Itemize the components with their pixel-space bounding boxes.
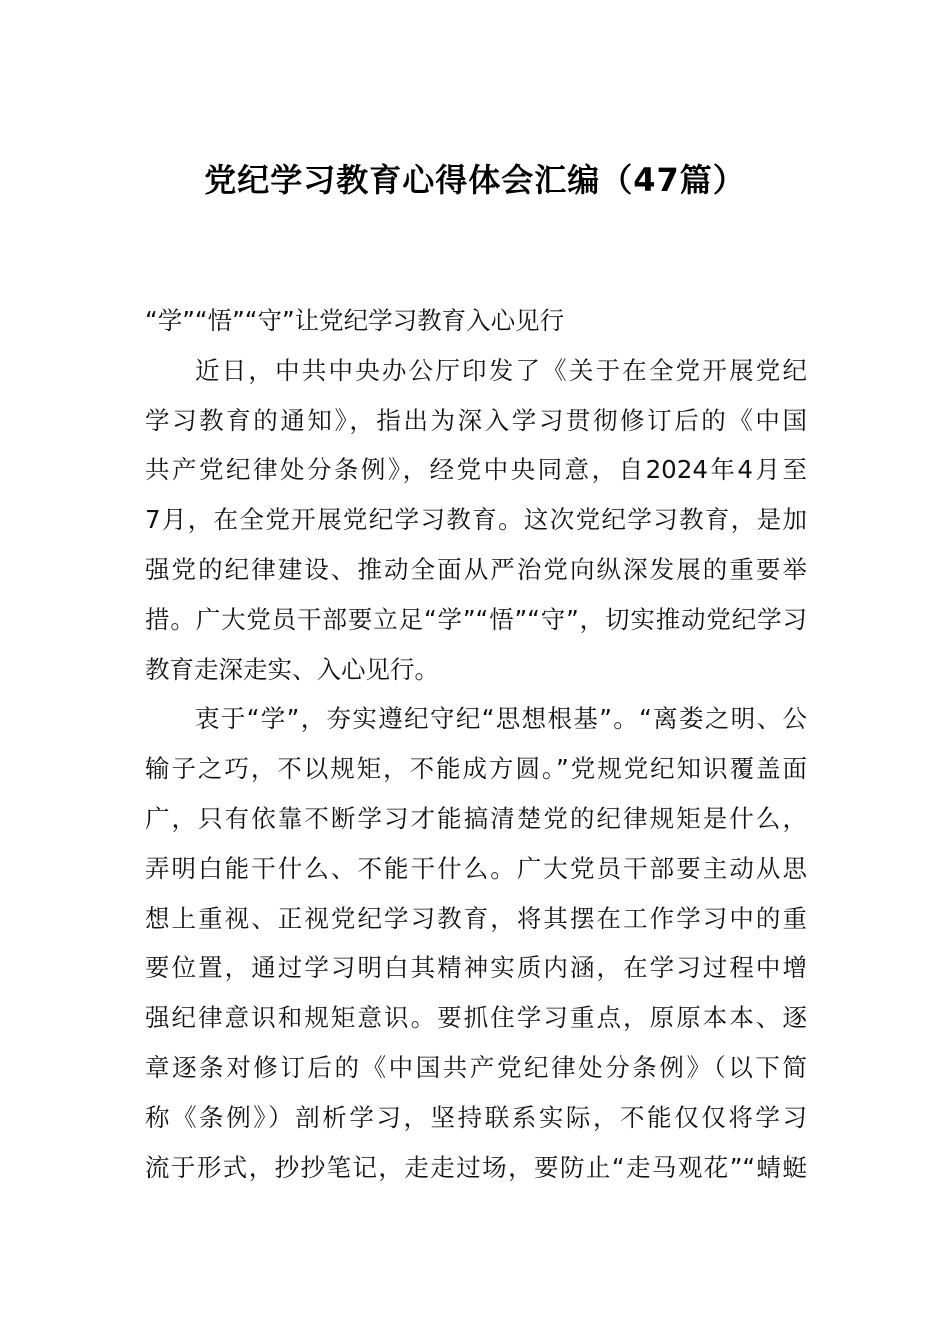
paragraph-line: 衷于“学”，夯实遵纪守纪“思想根基”。“离娄之明、公: [195, 704, 807, 734]
paragraph-line: 7月，在全党开展党纪学习教育。这次党纪学习教育，是加: [145, 505, 807, 535]
paragraph-line: 章逐条对修订后的《中国共产党纪律处分条例》（以下简: [145, 1052, 807, 1082]
paragraph-line: 强党的纪律建设、推动全面从严治党向纵深发展的重要举: [145, 554, 807, 584]
paragraph-line: 要位置，通过学习明白其精神实质内涵，在学习过程中增: [145, 953, 807, 983]
paragraph-2: [145, 694, 807, 1192]
paragraph-line: 强纪律意识和规矩意识。要抓住学习重点，原原本本、逐: [145, 1003, 807, 1033]
paragraph-line: 措。广大党员干部要立足“学”“悟”“守”，切实推动党纪学习: [145, 604, 807, 634]
paragraph-line: 称《条例》）剖析学习，坚持联系实际，不能仅仅将学习: [145, 1102, 807, 1132]
paragraph-line: 学习教育的通知》，指出为深入学习贯彻修订后的《中国: [145, 405, 807, 435]
paragraph-line: 想上重视、正视党纪学习教育，将其摆在工作学习中的重: [145, 903, 807, 933]
paragraph-line: 教育走深走实、入心见行。: [145, 654, 439, 684]
paragraph-line: 近日，中共中央办公厅印发了《关于在全党开展党纪: [195, 355, 807, 385]
paragraph-line: 弄明白能干什么、不能干什么。广大党员干部要主动从思: [145, 853, 807, 883]
paragraph-line: 流于形式，抄抄笔记，走走过场，要防止“走马观花”“蜻蜓: [145, 1152, 807, 1182]
paragraph-line: 输子之巧，不以规矩，不能成方圆。”党规党纪知识覆盖面: [145, 754, 807, 784]
article-subtitle: “学”“悟”“守”让党纪学习教育入心见行: [145, 306, 565, 335]
document-body: [145, 296, 807, 1192]
paragraph-line: 共产党纪律处分条例》，经党中央同意，自2024年4月至: [145, 455, 807, 485]
paragraph-1: [145, 346, 807, 695]
paragraph-line: 广，只有依靠不断学习才能搞清楚党的纪律规矩是什么，: [145, 803, 807, 833]
document-title: 党纪学习教育心得体会汇编（47篇）: [204, 161, 746, 199]
